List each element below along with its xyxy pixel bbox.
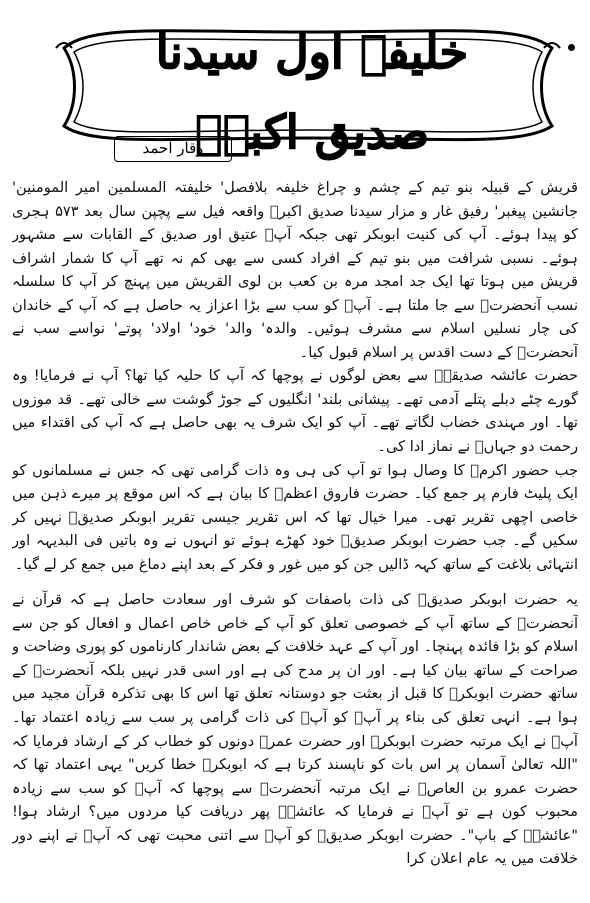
paragraph-3: جب حضور اکرمؐ کا وصال ہوا تو آپ کی ہی وہ ذات گرامی تھی کہ جس نے مسلمانوں کو ایک پلیٹ فارم پر جمع کیا۔ حضرت فاروق اعظمؓ کا بیان ہے کہ اس موقع پر میرے ذہن میں خاصی اچھی تقریر تھی۔ میرا خیال تھا کہ اس تقریر جیسی تقریر ابوبکر صدیقؓ نہیں کر سکیں گے۔ جب حضرت ابوبکر صدیقؓ خود کھڑے ہوئے تو انہوں نے وہ باتیں فی البدیہہ اور انتہائی بلاغت کے ساتھ کہہ ڈالیں جن کو میں غور و فکر کے بعد اپنے دماغ میں جمع کر لے گیا۔: [12, 461, 578, 573]
article-body: [12, 176, 578, 898]
paragraph-2: حضرت عائشہ صدیقہؓ سے بعض لوگوں نے پوچھا کہ آپ کا حلیہ کیا تھا؟ آپ نے فرمایا! وہ گورے چٹے دبلے پتلے آدمی تھے۔ پیشانی بلند' انگلیوں کے جوڑ گوشت سے خالی تھے۔ قد موزوں تھا۔ اور مہندی خضاب لگاتے تھے۔ آپ کو ایک شرف یہ بھی حاصل ہے کہ آپ کی اقتداء میں رحمت دو جہاںؐ نے نماز ادا کی۔: [12, 367, 578, 456]
author-byline: وقار احمد: [142, 139, 204, 157]
title-banner: [52, 18, 564, 158]
ink-dot: [568, 44, 575, 51]
paragraph-1: قریش کے قبیلہ بنو تیم کے چشم و چراغ خلیفہ بلافصل' خلیفتہ المسلمین امیر المومنین' جانشین پیغبر' رفیق غار و مزار سیدنا صدیق اکبرؓ واقعہ فیل سے پچپن سال بعد ۵۷۳ ہجری کو پیدا ہوئے۔ آپ کی کنیت ابوبکر تھی جبکہ آپؓ عتیق اور صدیق کے القابات سے مشہور ہوئے۔ نسبی شرافت میں بنو تیم کے افراد کسی سے بھی کم نہ تھے آپ کا شمار اشراف قریش میں ہوتا تھا ایک جد امجد مرہ بن کعب بن لوی القریش میں پہنچ کر آپ کا سلسلہ نسب آنحضرتؐ سے جا ملتا ہے۔ آپؓ کو سب سے بڑا اعزاز یہ حاصل ہے کہ آپ کے خاندان کی چار نسلیں اسلام سے مشرف ہوئیں۔ والدہ' والد' خود' اولاد' پوتے' نواسے سب نے آنحضرتؐ کے دست اقدس پر اسلام قبول کیا۔: [12, 179, 578, 361]
article-title: خلیفۂ اول سیدنا صدیق اکبرؓ: [155, 25, 469, 159]
paragraph-4: یہ حضرت ابوبکر صدیقؓ کی ذات باصفات کو شرف اور سعادت حاصل ہے کہ قرآن نے آنحضرتؐ کے ساتھ آپ کے خصوصی تعلق کو آپ کے خاص خاص اعمال و افعال کو جن سے اسلام کو بڑا فائدہ پہنچا۔ اور آپ کے عہد خلافت کے بعض شاندار کارناموں کو پوری وضاحت و صراحت کے ساتھ بیان کیا ہے۔ اور ان پر مدح کی ہے اور اسی قدر نہیں بلکہ آنحضرتؐ کے ساتھ حضرت ابوبکرؓ کا قبل از بعثت جو دوستانہ تعلق تھا اس کا بھی تذکرہ قرآن مجید میں ہوا ہے۔ انہی تعلق کی بناء پر آپؓ کو آپؐ کی ذات گرامی پر سب سے زیادہ اعتماد تھا۔ آپؐ نے ایک مرتبہ حضرت ابوبکرؓ اور حضرت عمرؓ دونوں کو خطاب کر کے ارشاد فرمایا کہ "اللہ تعالیٰ آسمان پر اس بات کو ناپسند کرتا ہے کہ ابوبکرؓ خطا کریں" یہی اعتماد تھا کہ حضرت عمرو بن العاصؓ نے ایک مرتبہ آنحضرتؐ سے پوچھا کہ آپؐ کو سب سے زیادہ محبوب کون ہے تو آپؐ نے فرمایا کہ عائشہؓ پھر دریافت کیا مردوں میں؟ ارشاد ہوا! "عائشہؓ کے باپ"۔ حضرت ابوبکر صدیقؓ کو آپؐ سے اتنی محبت تھی کہ آپؐ نے اپنے دور خلافت میں یہ عام اعلان کرا: [12, 591, 578, 868]
